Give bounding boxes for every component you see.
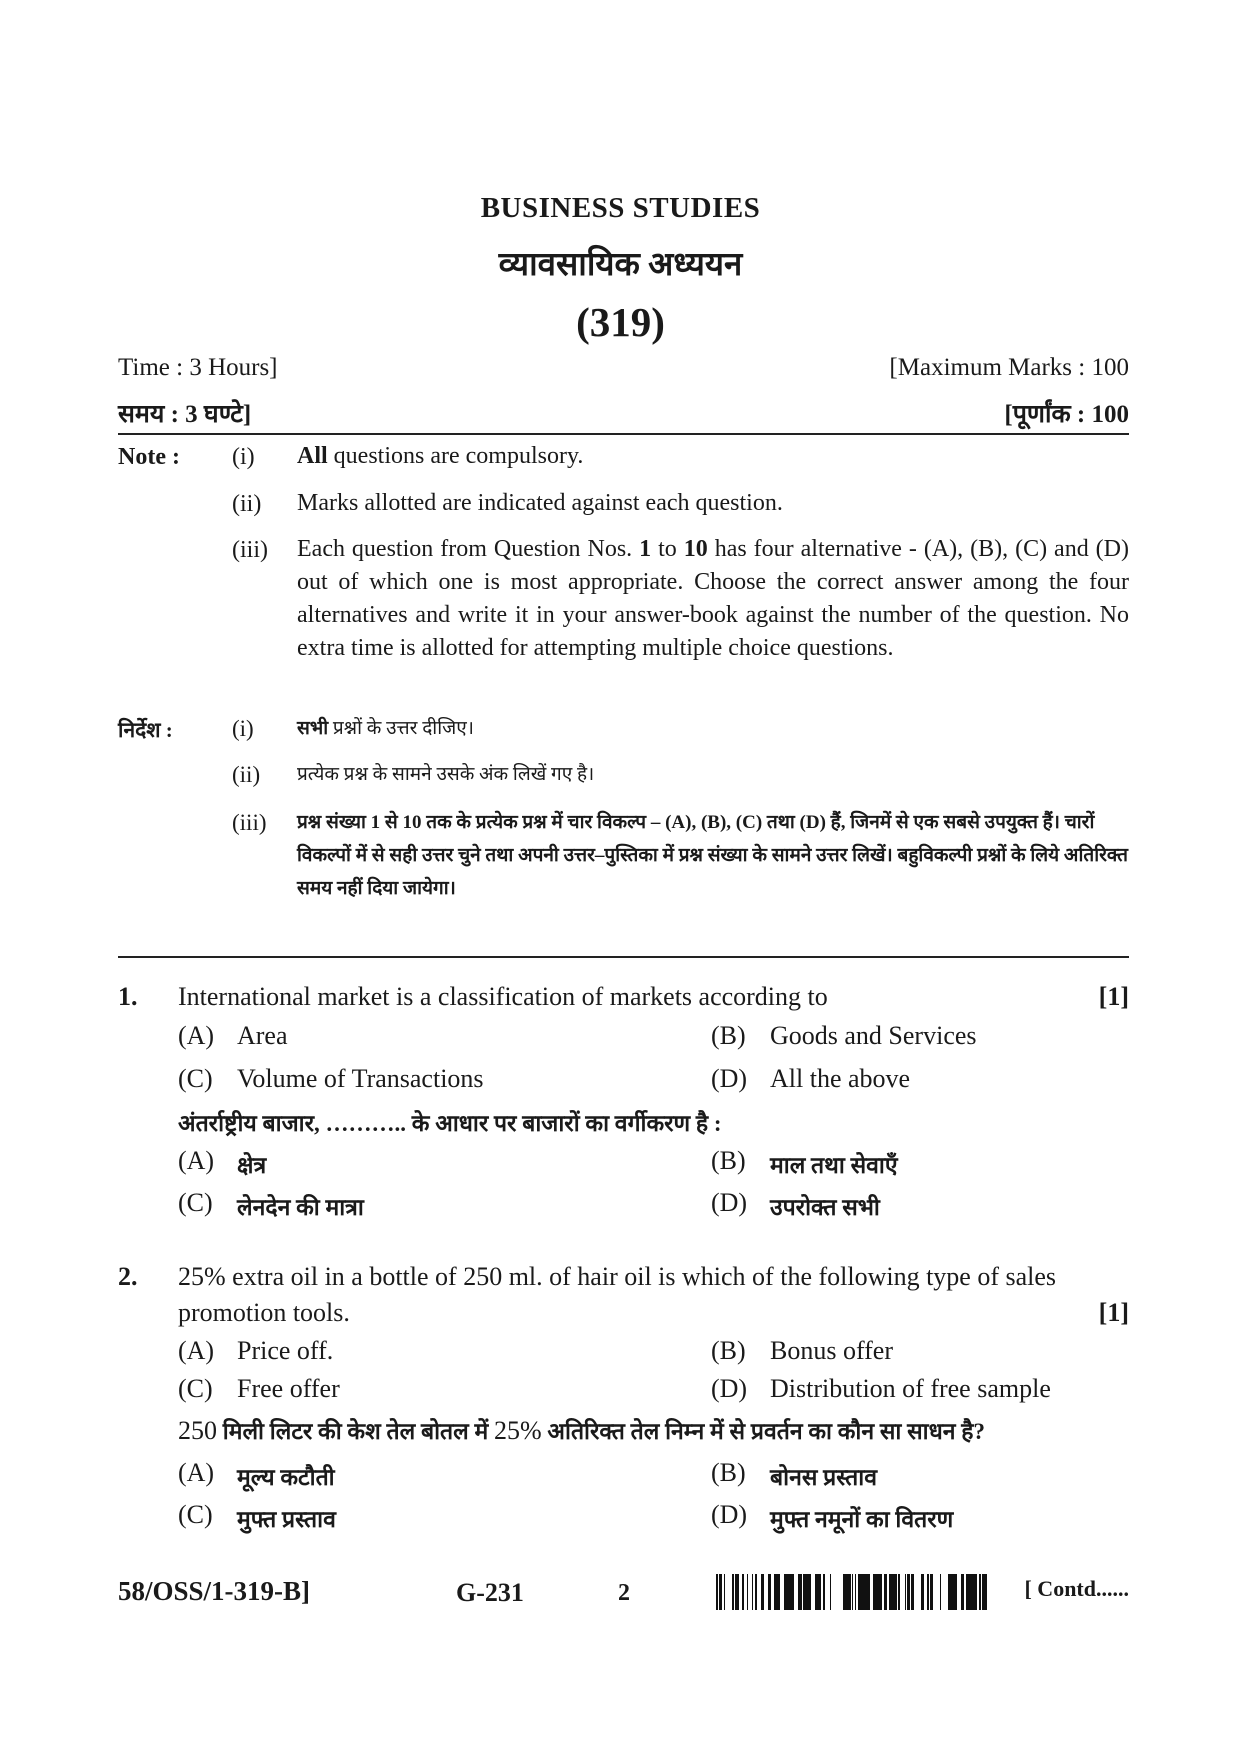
note-item-hindi: [297, 712, 1135, 745]
note-number: (iii): [232, 810, 267, 835]
barcode: [716, 1574, 988, 1610]
question-text: 25% extra oil in a bottle of 250 ml. of hair oil is which of the following type of sales: [178, 1262, 1057, 1291]
option-letter: (B): [711, 1021, 746, 1050]
question-text: International market is a classification of markets according to: [178, 982, 828, 1011]
question-number: 2.: [118, 1262, 138, 1291]
note-item: [297, 440, 1129, 473]
question-marks: [1]: [1098, 1298, 1129, 1327]
option-text-hindi: मुफ्त नमूनों का वितरण: [770, 1507, 954, 1532]
note-text: questions are compulsory.: [327, 443, 584, 469]
option-text-hindi: बोनस प्रस्ताव: [770, 1465, 878, 1490]
section-divider: [118, 956, 1129, 958]
paper-code: (319): [576, 299, 665, 345]
question-text: promotion tools.: [178, 1298, 350, 1327]
hindi-number: 250: [178, 1416, 217, 1445]
option-text: Distribution of free sample: [770, 1374, 1051, 1403]
option-text: All the above: [770, 1064, 911, 1093]
option-letter: (B): [711, 1146, 746, 1175]
paper-title-english: BUSINESS STUDIES: [480, 192, 761, 224]
option-text: Goods and Services: [770, 1021, 977, 1050]
note-number: (i): [232, 716, 254, 741]
note-item-hindi: प्रत्येक प्रश्न के सामने उसके अंक लिखें गए है।: [297, 764, 595, 785]
note-number: (iii): [232, 537, 268, 563]
note-text: has four alternative - (A), (B), (C) and (D) out of which one is most appropriate. Choose the correct answer among the four alternatives and write it in your answer-book against the number of the question. No extra time is allotted for attempting multiple choice questions.: [297, 536, 1129, 661]
hindi-text: अतिरिक्त तेल निम्न में से प्रवर्तन का कौन सा साधन है?: [541, 1419, 985, 1444]
note-text: to: [651, 536, 684, 562]
footer-series: G-231: [456, 1578, 524, 1607]
max-marks-hindi: [पूर्णांक : 100: [1004, 401, 1129, 428]
option-text: Area: [237, 1021, 288, 1050]
note-label-hindi: निर्देश :: [118, 718, 173, 742]
note-number: (ii): [232, 762, 261, 787]
note-emphasis: सभी: [297, 718, 329, 739]
hindi-number: 25%: [494, 1416, 542, 1445]
note-emphasis: All: [297, 443, 328, 469]
note-item: Marks allotted are indicated against each question.: [297, 490, 783, 516]
question-text-hindi: [178, 1414, 985, 1446]
note-label: Note :: [118, 444, 180, 470]
continued-label: [ Contd......: [1024, 1576, 1129, 1601]
option-letter: (C): [178, 1188, 213, 1217]
option-text-hindi: क्षेत्र: [237, 1153, 267, 1178]
option-text-hindi: उपरोक्त सभी: [770, 1195, 880, 1220]
question-number: 1.: [118, 982, 138, 1011]
option-text-hindi: मूल्य कटौती: [237, 1465, 335, 1490]
option-letter: (D): [711, 1064, 748, 1093]
question-marks: [1]: [1098, 982, 1129, 1011]
option-text-hindi: मुफ्त प्रस्ताव: [237, 1507, 336, 1532]
option-letter: (A): [178, 1021, 215, 1050]
option-letter: (A): [178, 1336, 215, 1365]
option-text: Price off.: [237, 1336, 334, 1365]
option-text: Volume of Transactions: [237, 1064, 484, 1093]
time-english: Time : 3 Hours]: [118, 354, 278, 381]
option-letter: (B): [711, 1336, 746, 1365]
option-letter: (B): [711, 1458, 746, 1487]
time-hindi: समय : 3 घण्टे]: [118, 401, 252, 428]
note-emphasis: 1: [639, 536, 652, 562]
option-text-hindi: लेनदेन की मात्रा: [237, 1195, 364, 1220]
option-letter: (C): [178, 1064, 213, 1093]
note-item: [297, 533, 1129, 665]
header-divider: [118, 433, 1129, 435]
option-letter: (A): [178, 1458, 215, 1487]
hindi-text: मिली लिटर की केश तेल बोतल में: [217, 1419, 494, 1444]
note-emphasis: 10: [683, 536, 708, 562]
option-letter: (D): [711, 1188, 748, 1217]
footer-paper-code: 58/OSS/1-319-B]: [118, 1576, 311, 1606]
note-text: प्रश्नों के उत्तर दीजिए।: [328, 718, 474, 739]
note-number: (i): [232, 444, 255, 470]
option-letter: (A): [178, 1146, 215, 1175]
option-text: Free offer: [237, 1374, 340, 1403]
question-text-hindi: अंतर्राष्ट्रीय बाजार, ……….. के आधार पर बाजारों का वर्गीकरण है :: [178, 1111, 722, 1136]
note-text: Each question from Question Nos.: [297, 536, 640, 562]
note-number: (ii): [232, 491, 262, 517]
option-letter: (C): [178, 1374, 213, 1403]
paper-title-hindi: व्यावसायिक अध्ययन: [498, 247, 743, 283]
option-letter: (C): [178, 1500, 213, 1529]
option-text: Bonus offer: [770, 1336, 894, 1365]
note-item-hindi: प्रश्न संख्या 1 से 10 तक के प्रत्येक प्रश्न में चार विकल्प – (A), (B), (C) तथा (D) हैं, जिनमें से एक सबसे उपयुक्त हैं। चारों विकल्पों में से सही उत्तर चुने तथा अपनी उत्तर–पुस्तिका में प्रश्न संख्या के सामने उत्तर लिखें। बहुविकल्पी प्रश्नों के लिये अतिरिक्त समय नहीं दिया जायेगा।: [297, 812, 1128, 899]
option-text-hindi: माल तथा सेवाएँ: [770, 1153, 898, 1178]
option-letter: (D): [711, 1374, 748, 1403]
option-letter: (D): [711, 1500, 748, 1529]
page-number: 2: [618, 1580, 630, 1606]
max-marks-english: [Maximum Marks : 100: [889, 354, 1129, 381]
